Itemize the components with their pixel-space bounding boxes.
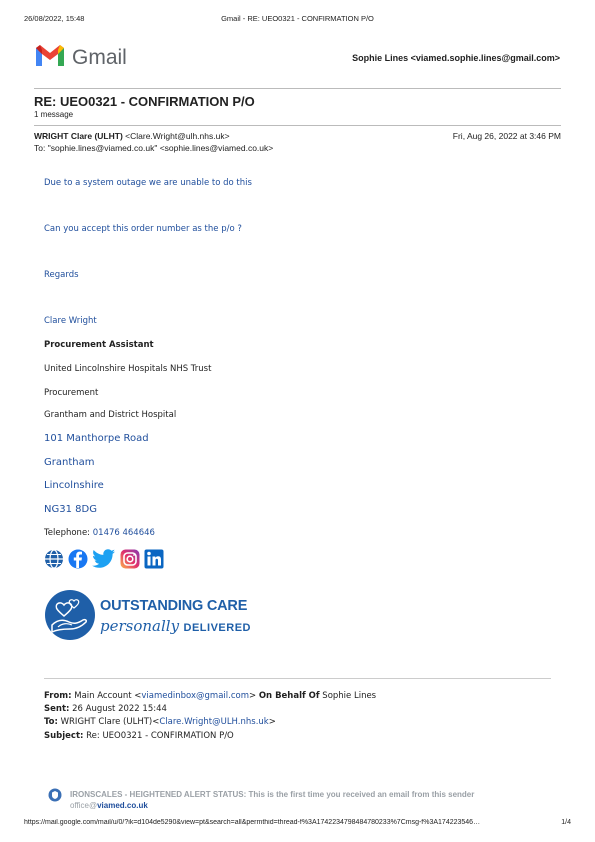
ironscales-shield-icon	[48, 788, 62, 802]
ironscales-alert: IRONSCALES - HEIGHTENED ALERT STATUS: This is the first time you received an email from this sender	[70, 790, 475, 799]
from-email-link[interactable]: viamedinbox@gmail.com	[141, 691, 249, 701]
body-line: Regards	[44, 270, 79, 280]
twitter-icon[interactable]	[92, 549, 116, 569]
to-email-link[interactable]: Clare.Wright@ULH.nhs.uk	[159, 717, 269, 727]
to-close: >	[268, 717, 276, 727]
address-line[interactable]: NG31 8DG	[44, 504, 97, 515]
message-divider	[34, 125, 561, 126]
print-datetime: 26/08/2022, 15:48	[24, 14, 85, 23]
quoted-subject: Re: UEO0321 - CONFIRMATION P/O	[86, 731, 234, 741]
sender-prefix: office@	[70, 801, 98, 810]
from-close: >	[249, 691, 257, 701]
ironscales-sender	[70, 801, 148, 810]
sender-name: WRIGHT Clare (ULHT)	[34, 131, 123, 141]
message-date: Fri, Aug 26, 2022 at 3:46 PM	[452, 131, 561, 141]
address-line[interactable]: 101 Manthorpe Road	[44, 433, 149, 444]
signature-role: Procurement Assistant	[44, 340, 154, 350]
body-line: Can you accept this order number as the p/o ?	[44, 224, 242, 234]
signature-org: United Lincolnshire Hospitals NHS Trust	[44, 364, 212, 374]
telephone-label: Telephone:	[44, 528, 91, 538]
facebook-icon[interactable]	[68, 549, 88, 569]
globe-icon[interactable]	[44, 549, 64, 569]
sender-line	[34, 131, 230, 141]
linkedin-icon[interactable]	[144, 549, 166, 569]
sender-email[interactable]: <Clare.Wright@ulh.nhs.uk>	[125, 131, 230, 141]
to-label: To:	[44, 717, 58, 727]
to-name: WRIGHT Clare (ULHT)<	[60, 717, 160, 727]
body-line: Due to a system outage we are unable to do this	[44, 178, 252, 188]
quote-divider	[44, 678, 551, 679]
quoted-subject-line	[44, 731, 234, 741]
print-title: Gmail - RE: UEO0321 - CONFIRMATION P/O	[221, 14, 374, 23]
outstanding-care-banner	[44, 589, 251, 648]
instagram-icon[interactable]	[120, 549, 140, 569]
quoted-sent-line	[44, 704, 167, 714]
sent-date: 26 August 2022 15:44	[72, 704, 167, 714]
sender-domain: viamed.co.uk	[97, 801, 148, 810]
telephone-number[interactable]: 01476 464646	[92, 528, 155, 538]
banner-word-personally: personally	[100, 617, 180, 635]
signature-name: Clare Wright	[44, 316, 97, 326]
social-links	[44, 549, 166, 569]
account-email: Sophie Lines <viamed.sophie.lines@gmail.com>	[352, 53, 560, 63]
gmail-logo-icon	[34, 44, 66, 68]
quoted-from-line	[44, 691, 376, 701]
address-line[interactable]: Lincolnshire	[44, 480, 104, 491]
behalf-label: On Behalf Of	[258, 691, 320, 701]
print-footer-url: https://mail.google.com/mail/u/0/?ik=d104de5290&view=pt&search=all&permthid=thread-f%3A1742234798484780233%7Cmsg-f%3A174223546…	[24, 819, 481, 826]
banner-line1: OUTSTANDING CARE	[100, 598, 248, 614]
signature-site: Grantham and District Hospital	[44, 410, 177, 420]
signature-dept: Procurement	[44, 388, 99, 398]
address-line[interactable]: Grantham	[44, 457, 95, 468]
banner-line2	[100, 617, 251, 636]
print-footer-page: 1/4	[561, 819, 571, 826]
from-name: Main Account <	[74, 691, 142, 701]
subject-label: Subject:	[44, 731, 84, 741]
telephone-line	[44, 528, 155, 538]
behalf-name: Sophie Lines	[322, 691, 377, 701]
quoted-to-line	[44, 717, 276, 727]
gmail-wordmark: Gmail	[72, 46, 127, 69]
sent-label: Sent:	[44, 704, 70, 714]
message-count: 1 message	[34, 110, 74, 119]
from-label: From:	[44, 691, 72, 701]
thread-subject: RE: UEO0321 - CONFIRMATION P/O	[34, 94, 255, 109]
header-divider	[34, 88, 561, 89]
recipient-line: To: "sophie.lines@viamed.co.uk" <sophie.lines@viamed.co.uk>	[34, 143, 274, 153]
banner-word-delivered: DELIVERED	[183, 622, 251, 634]
